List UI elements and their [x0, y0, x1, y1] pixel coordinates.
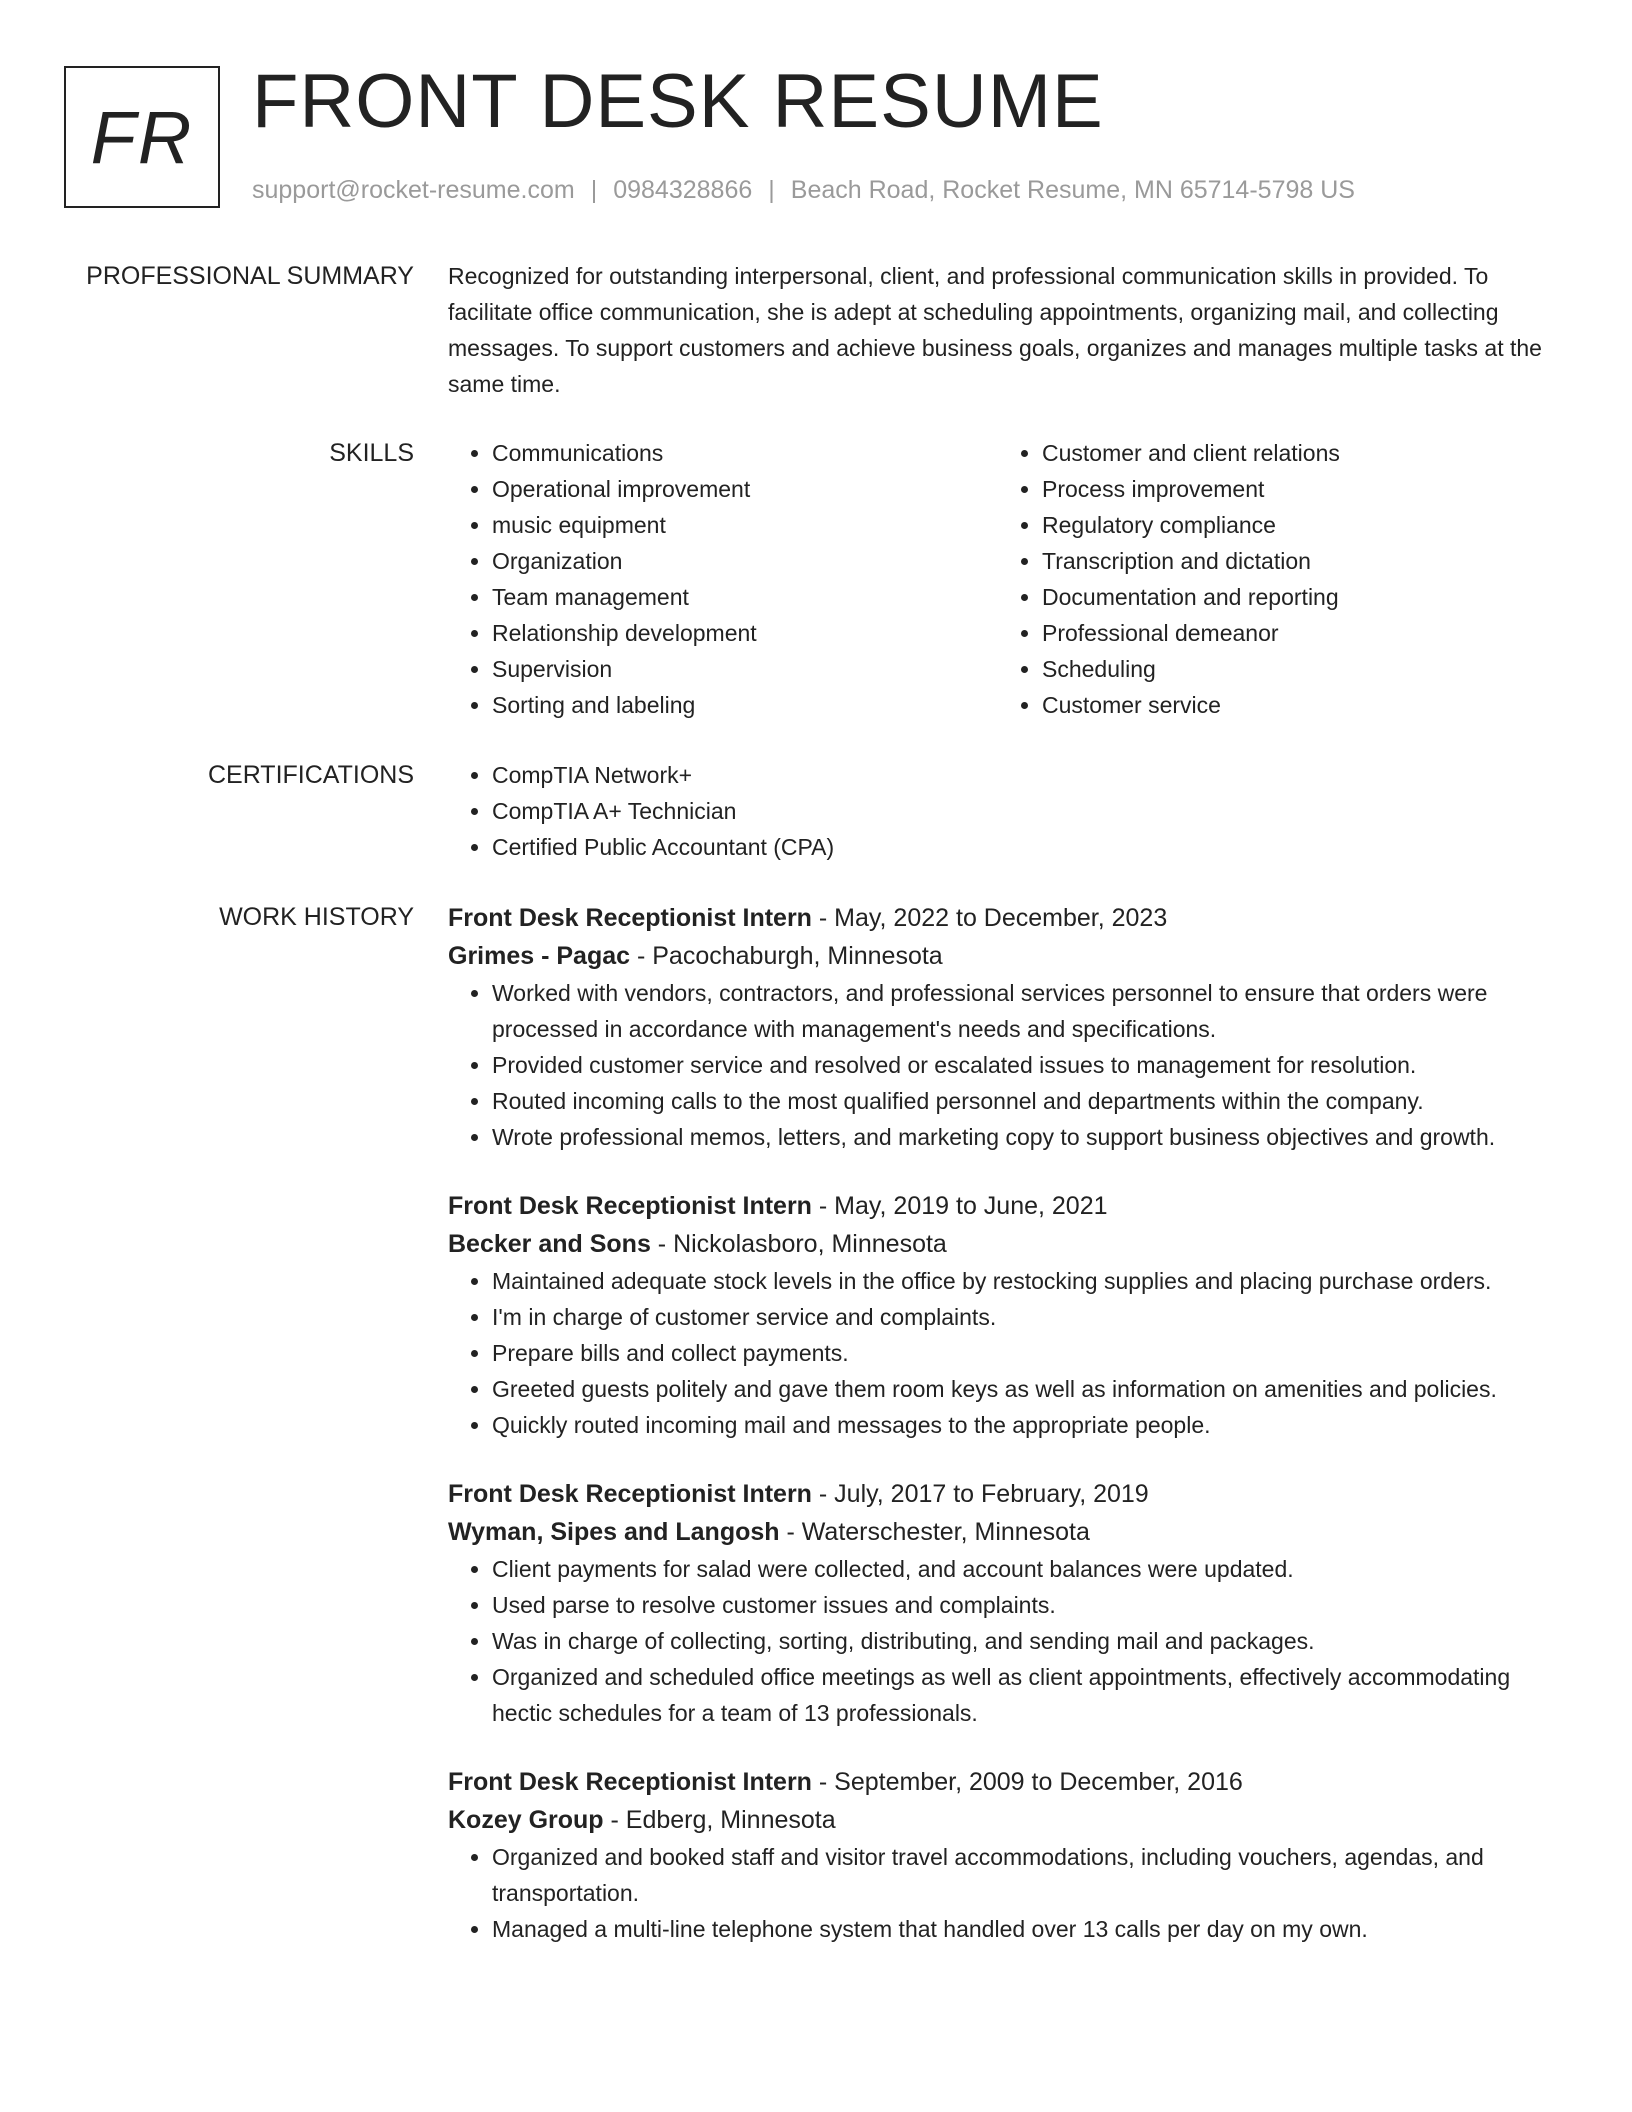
- job-entry: [448, 899, 1568, 1155]
- skill-item: • music equipment: [492, 507, 998, 543]
- job-bullet: • Quickly routed incoming mail and messages to the appropriate people.: [492, 1407, 1568, 1443]
- skill-item: • Customer service: [1042, 687, 1548, 723]
- contact-separator: |: [768, 176, 775, 204]
- skill-item: • Supervision: [492, 651, 998, 687]
- job-title-line: [448, 1475, 1568, 1513]
- certification-item: • Certified Public Accountant (CPA): [492, 829, 1568, 865]
- contact-address: Beach Road, Rocket Resume, MN 65714-5798 US: [790, 176, 1355, 204]
- job-company: Wyman, Sipes and Langosh: [448, 1518, 780, 1546]
- summary-text: Recognized for outstanding interpersonal, client, and professional communication skills in provided. To facilitate office communication, she is adept at scheduling appointments, organizing mail, and collecting messages. To support customers and achieve business goals, organizes and manages multiple tasks at the same time.: [448, 263, 1542, 397]
- certification-item: • CompTIA A+ Technician: [492, 793, 1568, 829]
- job-bullet: • Maintained adequate stock levels in the office by restocking supplies and placing purchase orders.: [492, 1263, 1568, 1299]
- job-title: Front Desk Receptionist Intern: [448, 1192, 812, 1220]
- job-bullet-list: [448, 1551, 1568, 1731]
- job-bullet-list: [448, 975, 1568, 1155]
- initials-monogram: [64, 66, 220, 208]
- job-company-line: [448, 937, 1568, 975]
- skill-item: • Team management: [492, 579, 998, 615]
- job-bullet: • Organized and booked staff and visitor travel accommodations, including vouchers, agendas, and transportation.: [492, 1839, 1568, 1911]
- work-history-body: [448, 899, 1568, 1979]
- job-bullet: • Provided customer service and resolved or escalated issues to management for resolution.: [492, 1047, 1568, 1083]
- job-company: Kozey Group: [448, 1806, 604, 1834]
- skill-item: • Communications: [492, 435, 998, 471]
- skill-item: • Organization: [492, 543, 998, 579]
- job-bullet: • Routed incoming calls to the most qualified personnel and departments within the company.: [492, 1083, 1568, 1119]
- job-bullet: • Worked with vendors, contractors, and professional services personnel to ensure that orders were processed in accordance with management's needs and specifications.: [492, 975, 1568, 1047]
- skill-item: • Process improvement: [1042, 471, 1548, 507]
- certification-item: • CompTIA Network+: [492, 757, 1568, 793]
- job-bullet: • Prepare bills and collect payments.: [492, 1335, 1568, 1371]
- certifications-body: [448, 757, 1568, 865]
- job-bullet-list: [448, 1263, 1568, 1443]
- job-title: Front Desk Receptionist Intern: [448, 1768, 812, 1796]
- section-label-skills: SKILLS: [329, 439, 414, 467]
- skill-item: • Professional demeanor: [1042, 615, 1548, 651]
- contact-phone: 0984328866: [613, 176, 753, 204]
- skills-column-right: [998, 435, 1548, 723]
- skill-item: • Operational improvement: [492, 471, 998, 507]
- skill-item: • Sorting and labeling: [492, 687, 998, 723]
- job-location: - Edberg, Minnesota: [603, 1806, 836, 1834]
- initials-text: FR: [90, 95, 194, 179]
- job-company: Becker and Sons: [448, 1230, 651, 1258]
- job-dates: - September, 2009 to December, 2016: [811, 1768, 1243, 1796]
- job-location: - Pacochaburgh, Minnesota: [630, 942, 943, 970]
- skills-grid: [448, 435, 1568, 723]
- job-dates: - July, 2017 to February, 2019: [811, 1480, 1149, 1508]
- job-entry: [448, 1475, 1568, 1731]
- job-entry: [448, 1763, 1568, 1947]
- job-title-line: [448, 1187, 1568, 1225]
- job-dates: - May, 2019 to June, 2021: [811, 1192, 1108, 1220]
- job-bullet: • Was in charge of collecting, sorting, distributing, and sending mail and packages.: [492, 1623, 1568, 1659]
- summary-body: [448, 258, 1568, 402]
- job-bullet: • Client payments for salad were collected, and account balances were updated.: [492, 1551, 1568, 1587]
- skills-list-right: [998, 435, 1548, 723]
- job-bullet: • I'm in charge of customer service and complaints.: [492, 1299, 1568, 1335]
- job-bullet: • Managed a multi-line telephone system that handled over 13 calls per day on my own.: [492, 1911, 1568, 1947]
- job-dates: - May, 2022 to December, 2023: [811, 904, 1168, 932]
- job-company-line: [448, 1513, 1568, 1551]
- section-label-summary: PROFESSIONAL SUMMARY: [86, 262, 414, 290]
- job-bullet: • Organized and scheduled office meetings as well as client appointments, effectively accommodating hectic schedules for a team of 13 professionals.: [492, 1659, 1568, 1731]
- resume-title: FRONT DESK RESUME: [252, 59, 1104, 144]
- job-company-line: [448, 1801, 1568, 1839]
- job-title-line: [448, 899, 1568, 937]
- job-location: - Nickolasboro, Minnesota: [650, 1230, 947, 1258]
- section-label-work-history: WORK HISTORY: [219, 903, 414, 931]
- skills-list-left: [448, 435, 998, 723]
- skill-item: • Regulatory compliance: [1042, 507, 1548, 543]
- skills-body: [448, 435, 1568, 723]
- skill-item: • Transcription and dictation: [1042, 543, 1548, 579]
- job-bullet: • Greeted guests politely and gave them room keys as well as information on amenities and policies.: [492, 1371, 1568, 1407]
- job-bullet-list: [448, 1839, 1568, 1947]
- certifications-list: [448, 757, 1568, 865]
- contact-line: [252, 172, 1355, 208]
- skill-item: • Scheduling: [1042, 651, 1548, 687]
- job-title-line: [448, 1763, 1568, 1801]
- job-title: Front Desk Receptionist Intern: [448, 904, 812, 932]
- skill-item: • Documentation and reporting: [1042, 579, 1548, 615]
- job-company: Grimes - Pagac: [448, 942, 631, 970]
- section-label-certifications: CERTIFICATIONS: [207, 761, 414, 789]
- contact-separator: |: [590, 176, 598, 204]
- job-bullet: • Used parse to resolve customer issues and complaints.: [492, 1587, 1568, 1623]
- job-bullet: • Wrote professional memos, letters, and marketing copy to support business objectives and growth.: [492, 1119, 1568, 1155]
- job-company-line: [448, 1225, 1568, 1263]
- skills-column-left: [448, 435, 998, 723]
- job-title: Front Desk Receptionist Intern: [448, 1480, 812, 1508]
- skill-item: • Customer and client relations: [1042, 435, 1548, 471]
- skill-item: • Relationship development: [492, 615, 998, 651]
- contact-email: support@rocket-resume.com: [252, 176, 575, 204]
- job-location: - Waterschester, Minnesota: [779, 1518, 1090, 1546]
- job-entry: [448, 1187, 1568, 1443]
